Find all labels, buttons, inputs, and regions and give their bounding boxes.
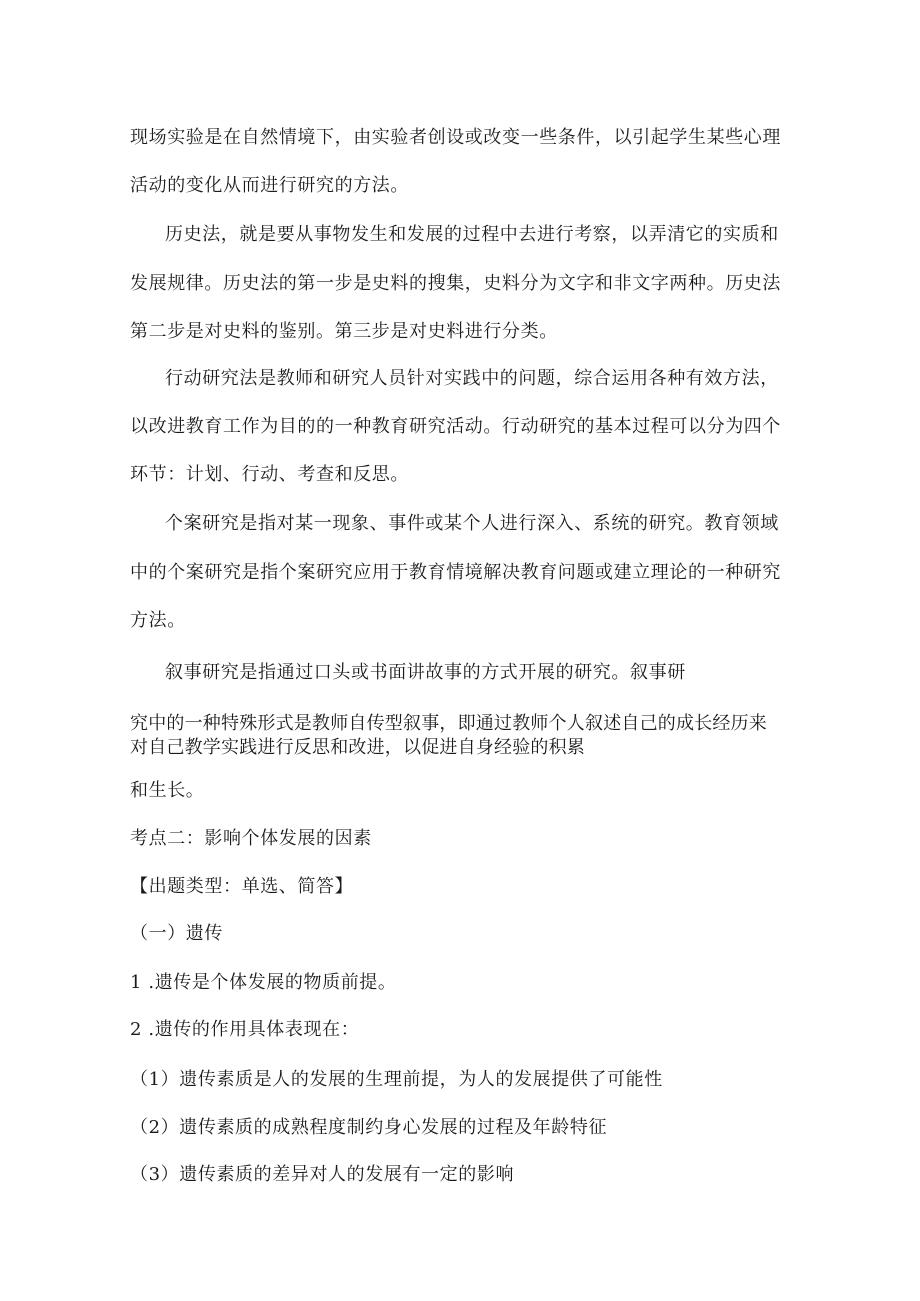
paragraph-line: 中的个案研究是指个案研究应用于教育情境解决教育问题或建立理论的一种研究	[130, 562, 781, 583]
paragraph-line: 环节：计划、行动、考查和反思。	[130, 464, 409, 485]
paragraph-line: 第二步是对史料的鉴别。第三步是对史料进行分类。	[130, 321, 558, 342]
paragraph-line: 叙事研究是指通过口头或书面讲故事的方式开展的研究。叙事研	[165, 662, 686, 683]
paragraph-line: 个案研究是指对某一现象、事件或某个人进行深入、系统的研究。教育领域	[165, 513, 779, 534]
paragraph-line: 活动的变化从而进行研究的方法。	[130, 175, 409, 196]
question-type-label: 【出题类型：单选、简答】	[130, 876, 354, 897]
numbered-item: 1 .遗传是个体发展的物质前提。	[130, 972, 397, 993]
paragraph-line: 行动研究法是教师和研究人员针对实践中的问题，综合运用各种有效方法，	[165, 368, 779, 389]
paragraph-line: 发展规律。历史法的第一步是史料的搜集，史料分为文字和非文字两种。历史法	[130, 273, 781, 294]
paragraph-line: 和生长。	[130, 780, 205, 801]
sub-item: （3）遗传素质的差异对人的发展有一定的影响	[130, 1164, 515, 1185]
sub-item: （1）遗传素质是人的发展的生理前提，为人的发展提供了可能性	[130, 1069, 663, 1090]
paragraph-line: 方法。	[130, 610, 186, 631]
paragraph-line: 究中的一种特殊形式是教师自传型叙事，即通过教师个人叙述自己的成长经历来	[130, 713, 767, 734]
paragraph-line: 对自己教学实践进行反思和改进，以促进自身经验的积累	[130, 737, 585, 758]
numbered-item: 2 .遗传的作用具体表现在：	[130, 1019, 360, 1040]
section-heading: 考点二：影响个体发展的因素	[130, 828, 372, 849]
subsection-heading: （一）遗传	[130, 923, 223, 944]
paragraph-line: 以改进教育工作为目的的一种教育研究活动。行动研究的基本过程可以分为四个	[130, 416, 781, 437]
paragraph-line: 历史法，就是要从事物发生和发展的过程中去进行考察，以弄清它的实质和	[165, 224, 779, 245]
paragraph-line: 现场实验是在自然情境下，由实验者创设或改变一些条件，以引起学生某些心理	[130, 127, 781, 148]
sub-item: （2）遗传素质的成熟程度制约身心发展的过程及年龄特征	[130, 1117, 608, 1138]
